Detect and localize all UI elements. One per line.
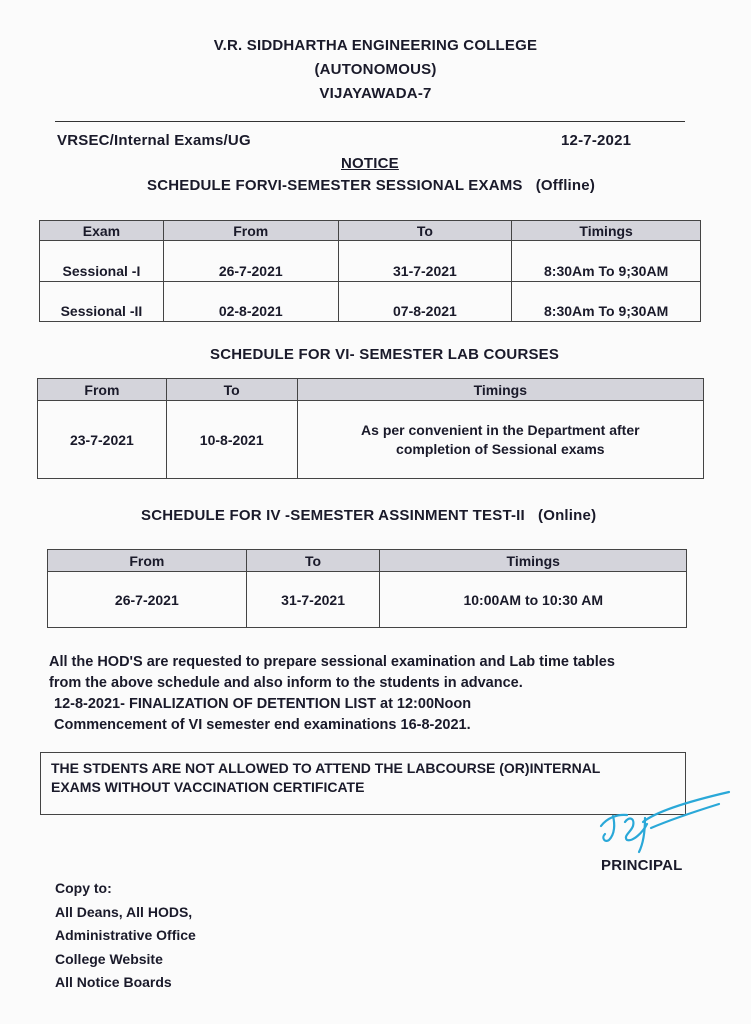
copy-to-list <box>55 877 196 995</box>
timings-line: As per convenient in the Department after <box>361 421 640 438</box>
column-header-to: To <box>166 379 297 401</box>
principal-title: PRINCIPAL <box>601 857 683 874</box>
instruction-line: All the HOD'S are requested to prepare sessional examination and Lab time tables <box>49 654 615 670</box>
column-header-from: From <box>38 379 167 401</box>
to-cell: 31-7-2021 <box>246 572 380 628</box>
assignment-schedule-table <box>47 549 687 628</box>
timings-cell <box>297 401 703 479</box>
column-header-exam: Exam <box>40 221 164 241</box>
to-cell: 31-7-2021 <box>338 241 512 282</box>
autonomous-label: (AUTONOMOUS) <box>314 61 437 78</box>
from-cell: 26-7-2021 <box>48 572 247 628</box>
copy-to-label: Copy to: <box>55 880 112 896</box>
column-header-to: To <box>246 550 380 572</box>
timings-cell: 8:30Am To 9;30AM <box>512 241 701 282</box>
timings-cell: 8:30Am To 9;30AM <box>512 282 701 322</box>
from-cell: 02-8-2021 <box>163 282 338 322</box>
timings-line: completion of Sessional exams <box>396 440 605 457</box>
instruction-line: 12-8-2021- FINALIZATION OF DETENTION LIST at 12:00Noon <box>54 696 472 712</box>
instruction-line: from the above schedule and also inform to the students in advance. <box>49 675 523 691</box>
table-row <box>40 282 701 322</box>
from-cell: 23-7-2021 <box>38 401 167 479</box>
to-cell: 10-8-2021 <box>166 401 297 479</box>
notice-date: 12-7-2021 <box>561 132 632 149</box>
vaccination-notice-box <box>40 752 686 815</box>
sessional-heading: SCHEDULE FORVI-SEMESTER SESSIONAL EXAMS (Offline) <box>147 177 596 194</box>
instruction-line: Commencement of VI semester end examinations 16-8-2021. <box>54 717 471 733</box>
table-row <box>38 401 704 479</box>
notice-title: NOTICE <box>341 155 399 172</box>
list-item: College Website <box>55 950 163 967</box>
column-header-timings: Timings <box>380 550 687 572</box>
reference-number: VRSEC/Internal Exams/UG <box>57 132 251 149</box>
to-cell: 07-8-2021 <box>338 282 512 322</box>
column-header-from: From <box>48 550 247 572</box>
vaccination-notice-line: EXAMS WITHOUT VACCINATION CERTIFICATE <box>51 779 365 795</box>
header-divider <box>55 121 685 122</box>
sessional-schedule-table <box>39 220 701 322</box>
list-item: All Notice Boards <box>55 974 172 990</box>
list-item: All Deans, All HODS, <box>55 903 193 920</box>
column-header-from: From <box>163 221 338 241</box>
college-name: V.R. SIDDHARTHA ENGINEERING COLLEGE <box>213 37 538 54</box>
exam-cell: Sessional -I <box>40 241 164 282</box>
vaccination-notice-line: THE STDENTS ARE NOT ALLOWED TO ATTEND THE LABCOURSE (OR)INTERNAL <box>51 760 601 776</box>
principal-signature-icon <box>593 788 733 858</box>
exam-cell: Sessional -II <box>40 282 164 322</box>
column-header-to: To <box>338 221 512 241</box>
timings-cell: 10:00AM to 10:30 AM <box>380 572 687 628</box>
lab-heading: SCHEDULE FOR VI- SEMESTER LAB COURSES <box>210 346 560 363</box>
assignment-heading: SCHEDULE FOR IV -SEMESTER ASSINMENT TEST-II (Online) <box>141 507 597 524</box>
table-row <box>48 572 687 628</box>
lab-schedule-table <box>37 378 704 479</box>
column-header-timings: Timings <box>512 221 701 241</box>
table-row <box>40 241 701 282</box>
list-item: Administrative Office <box>55 927 196 943</box>
from-cell: 26-7-2021 <box>163 241 338 282</box>
column-header-timings: Timings <box>297 379 703 401</box>
college-city: VIJAYAWADA-7 <box>319 85 432 102</box>
